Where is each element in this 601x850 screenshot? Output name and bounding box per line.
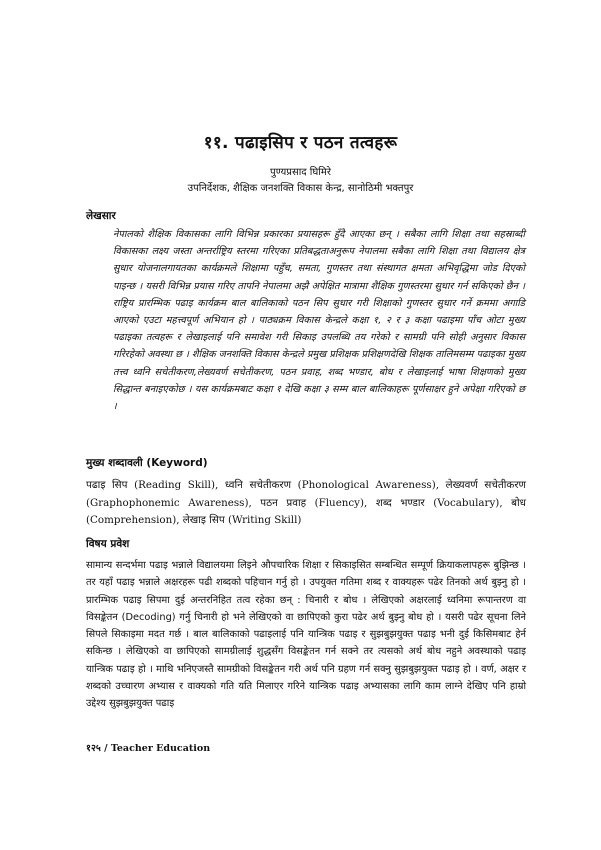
page-footer: १२५ / Teacher Education xyxy=(86,743,211,754)
author-name: पुण्यप्रसाद घिमिरे xyxy=(270,167,331,178)
author-affiliation: उपनिर्देशक, शैक्षिक जनशक्ति विकास केन्द्र, सानोठिमी भक्तपुर xyxy=(187,183,414,194)
abstract-heading: लेखसार xyxy=(86,210,116,222)
keywords-text: पढाइ सिप (Reading Skill), ध्वनि सचेतीकरण (Phonological Awareness), लेख्यवर्ण सचेतीकरण (Graphophonemic Awareness), पठन प्रवाह (Fluency), शब्द भण्डार (Vocabulary), बोध (Comprehension), लेखाइ सिप (Writing Skill) xyxy=(86,479,526,526)
introduction-heading: विषय प्रवेश xyxy=(86,538,130,550)
keywords-heading: मुख्य शब्दावली (Keyword) xyxy=(86,457,208,469)
abstract-text: नेपालको शैक्षिक विकासका लागि विभिन्न प्रकारका प्रयासहरू हुँदै आएका छन् । सबैका लागि शिक्षा तथा सहस्राब्दी विकासका लक्ष्य जस्ता अन्तर्राष्ट्रिय स्तरमा गरिएका प्रतिबद्धताअनुरूप नेपालमा सबैका लागि शिक्षा तथा विद्यालय क्षेत्र सुधार योजनालगायतका कार्यक्रमले शिक्षामा पहुँच, समता, गुणस्तर तथा संस्थागत क्षमता अभिवृद्धिमा जोड दिएको पाइन्छ । यसरी विभिन्न प्रयास गरिए तापनि नेपालमा अझै अपेक्षित मात्रामा शैक्षिक गुणस्तरमा सुधार गर्न सकिएको छैन । राष्ट्रिय प्रारम्भिक पढाइ कार्यक्रम बाल बालिकाको पठन सिप सुधार गरी शिक्षाको गुणस्तर सुधार गर्ने क्रममा अगाडि आएको एउटा महत्त्वपूर्ण अभियान हो । पाठ्यक्रम विकास केन्द्रले कक्षा १, २ र ३ कक्षा पढाइमा पाँच ओटा मुख्य पढाइका तत्वहरू र लेखाइलाई पनि समावेश गरी सिकाइ उपलब्धि तय गरेको र सामग्री पनि सोही अनुसार विकास गरिरहेको अवस्था छ । शैक्षिक जनशक्ति विकास केन्द्रले प्रमुख प्रशिक्षक प्रशिक्षणदेखि शिक्षक तालिमसम्म पढाइका मुख्य तत्त्व ध्वनि सचेतीकरण,लेख्यवर्ण सचेतीकरण, पठन प्रवाह, शब्द भण्डार, बोध र लेखाइलाई भाषा शिक्षणको मुख्य सिद्धान्त बनाइएकोछ । यस कार्यक्रमबाट कक्षा १ देखि कक्षा ३ सम्म बाल बालिकाहरू पूर्णसाक्षर हुने अपेक्षा गरिएको छ । xyxy=(113,229,525,413)
article-title: ११. पढाइसिप र पठन तत्वहरू xyxy=(203,133,398,153)
introduction-text: सामान्य सन्दर्भमा पढाइ भन्नाले विद्यालयमा लिइने औपचारिक शिक्षा र सिकाइसित सम्बन्धित सम्पूर्ण क्रियाकलापहरू बुझिन्छ । तर यहाँ पढाइ भन्नाले अक्षरहरू पढी शब्दको पहिचान गर्नु हो । उपयुक्त गतिमा शब्द र वाक्यहरू पढेर तिनको अर्थ बुझ्नु हो । प्रारम्भिक पढाइ सिपमा दुई अन्तरनिहित तत्व रहेका छन् : चिनारी र बोध । लेखिएको अक्षरलाई ध्वनिमा रूपान्तरण वा विसङ्केतन (Decoding) गर्नु चिनारी हो भने लेखिएको वा छापिएको कुरा पढेर अर्थ बुझ्नु बोध हो । यसरी पढेर सूचना लिने सिपले सिकाइमा मदत गर्छ । बाल बालिकाको पढाइलाई पनि यान्त्रिक पढाइ र सुझबुझयुक्त पढाइ भनी दुई किसिमबाट हेर्न सकिन्छ । लेखिएको वा छापिएको सामग्रीलाई शुद्धसँग विसङ्केतन गर्न सक्ने तर त्यसको अर्थ बोध नहुने अवस्थाको पढाइ यान्त्रिक पढाइ हो । माथि भनिएजस्तै सामग्रीको विसङ्केतन गरी अर्थ पनि ग्रहण गर्न सक्नु सुझबुझयुक्त पढाइ हो । वर्ण, अक्षर र शब्दको उच्चारण अभ्यास र वाक्यको गति यति मिलाएर गरिने यान्त्रिक पढाइ अभ्यासका लागि काम लाग्ने देखिए पनि हाम्रो उद्देश्य सुझबुझयुक्त पढाइ xyxy=(86,560,526,710)
